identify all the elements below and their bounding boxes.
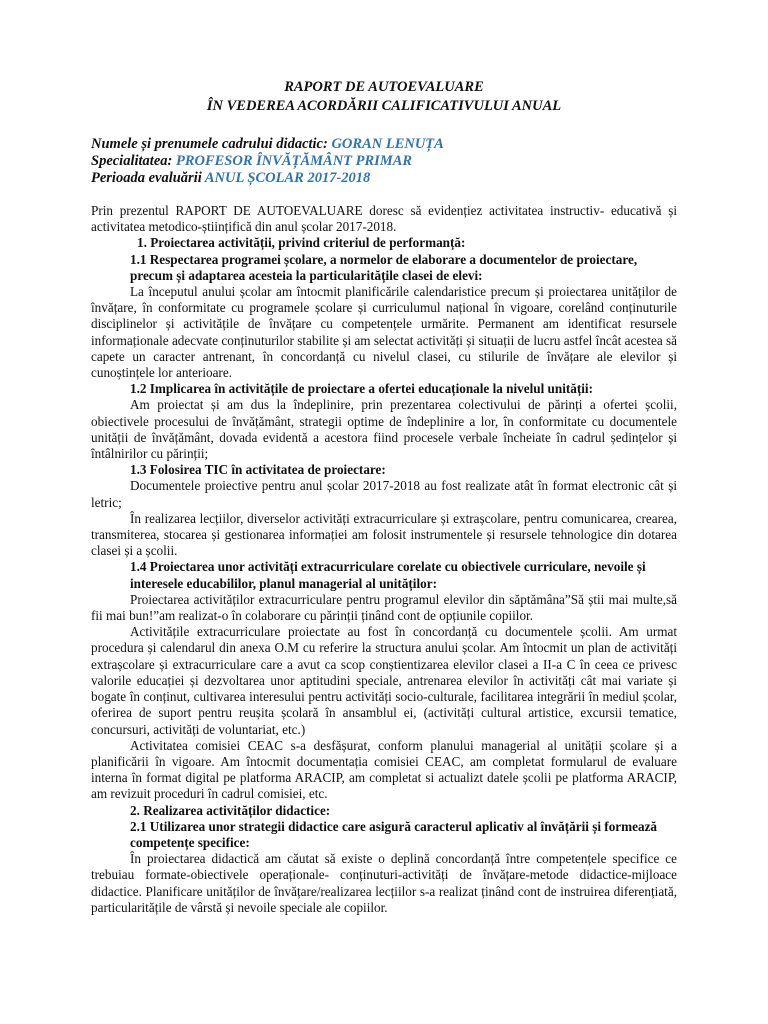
report-body bbox=[91, 203, 677, 916]
section-1-2-heading: 1.2 Implicarea în activitățile de proiectare a ofertei educaționale la nivelul unității: bbox=[130, 381, 593, 397]
evaluation-period-row bbox=[91, 169, 370, 187]
specialty-row bbox=[91, 152, 412, 170]
evaluation-period-value: ANUL ȘCOLAR 2017-2018 bbox=[204, 170, 371, 186]
section-1-1-heading-cont: precum și adaptarea acesteia la particularitățile clasei de elevi: bbox=[130, 267, 483, 283]
intro-paragraph: Prin prezentul RAPORT DE AUTOEVALUARE doresc să evidențiez activitatea instructiv- educativă și activitatea metodico-științifică din anul școlar 2017-2018. bbox=[91, 203, 677, 235]
section-2-1-paragraph: În proiectarea didactică am căutat să existe o deplină concordanță între competențele specifice ce trebuiau formate-obiectivele operaționale- conținuturi-activități de învățare-metode didactice-mijloace didactice. Planificare unităților de învățare/realizarea lecțiilor s-a realizat ținând cont de instruirea diferențiată, particularitățile de vârstă și nevoile speciale ale copiilor. bbox=[91, 851, 677, 915]
section-1-3-paragraph-2: În realizarea lecțiilor, diverselor activități extracurriculare și extrașcolare, pentru comunicarea, crearea, transmiterea, stocarea și gestionarea informației am folosit instrumentele și resursele tehnologice din dotarea clasei și a școlii. bbox=[91, 510, 677, 559]
section-1-4-paragraph-1: Proiectarea activităților extracurriculare pentru programul elevilor din săptămâna”Să știi mai multe,să fii mai bun!”am realizat-o în colaborare cu părinții ținând cont de opțiunile copiilor. bbox=[91, 591, 677, 624]
section-2-heading: 2. Realizarea activităților didactice: bbox=[130, 802, 331, 818]
evaluation-period-label: Perioada evaluării bbox=[91, 170, 202, 186]
report-subtitle: ÎN VEDEREA ACORDĂRII CALIFICATIVULUI ANUAL bbox=[206, 98, 562, 114]
specialty-label: Specialitatea: bbox=[91, 153, 173, 169]
teacher-name-row bbox=[91, 135, 444, 153]
specialty-value: PROFESOR ÎNVĂȚĂMÂNT PRIMAR bbox=[175, 153, 413, 169]
section-1-1-heading: 1.1 Respectarea programei școlare, a normelor de elaborare a documentelor de proiectare, bbox=[130, 251, 638, 267]
section-1-4-paragraph-2: Activitățile extracurriculare proiectate au fost în concordanță cu documentele școlii. Am urmat procedura și calendarul din anexa O.M cu referire la structura anului școlar. Am întocmit un plan de activități extrașcolare și extracurriculare care a avut ca scop conștientizarea elevilor clasei a II-a C în ceea ce privesc valorile educației și dezvoltarea unor aptitudini speciale, antrenarea elevilor în activități cât mai variate și bogate în conținut, cultivarea interesului pentru activități socio-culturale, facilitarea integrării în mediul școlar, oferirea de suport pentru reușita școlară în ansamblul ei, (activități cultural artistice, excursii tematice, concursuri, activități de voluntariat, etc.) bbox=[91, 624, 677, 737]
section-2-1-heading-cont: competențe specifice: bbox=[130, 834, 250, 850]
teacher-name-value: GORAN LENUȚA bbox=[331, 136, 444, 152]
section-1-3-heading: 1.3 Folosirea TIC în activitatea de proiectare: bbox=[130, 462, 386, 478]
section-1-heading: 1. Proiectarea activității, privind criteriul de performanță: bbox=[137, 235, 466, 251]
section-1-4-paragraph-3: Activitatea comisiei CEAC s-a desfășurat, conform planului managerial al unității școlare și a planificării în vigoare. Am întocmit documentația comisiei CEAC, am completat formularul de evaluare interna în format digital pe platforma ARACIP, am completat si actualizt datele școlii pe platforma ARACIP, am revizuit proceduri în cadrul comisiei, etc. bbox=[91, 737, 677, 802]
section-1-4-heading-cont: interesele educabililor, planul managerial al unităților: bbox=[130, 575, 437, 591]
section-2-1-heading: 2.1 Utilizarea unor strategii didactice care asigură caracterul aplicativ al învățării și formează bbox=[130, 818, 658, 834]
section-1-1-paragraph: La începutul anului școlar am întocmit planificările calendaristice precum și proiectarea unităților de învățare, în conformitate cu programele școlare și curriculumul național în vigoare, corelând conținuturile disciplinelor și activitățile de învățare cu competențele urmărite. Permanent am identificat resursele informaționale adecvate conținuturilor stabilite și am selectat activități și situații de lucru astfel încât acestea să capete un caracter antrenant, în concordanță cu nivelul clasei, cu stilurile de învățare ale elevilor și cunoștințele lor anterioare. bbox=[91, 284, 677, 381]
report-title: RAPORT DE AUTOEVALUARE bbox=[284, 79, 484, 95]
section-1-3-paragraph-1: Documentele proiective pentru anul școlar 2017-2018 au fost realizate atât în format electronic cât și letric; bbox=[91, 478, 677, 510]
teacher-name-label: Numele și prenumele cadrului didactic: bbox=[91, 136, 328, 152]
section-1-2-paragraph: Am proiectat și am dus la îndeplinire, prin prezentarea colectivului de părinți a ofertei școlii, obiectivele procesului de învățământ, strategii optime de îndeplinire a lor, în conformitate cu documentele unității de învățământ, dovada evidentă a acestora fiind procesele verbale încheiate în cadrul ședințelor și întâlnirilor cu părinții; bbox=[91, 397, 677, 462]
section-1-4-heading: 1.4 Proiectarea unor activități extracurriculare corelate cu obiectivele curriculare, nevoile și bbox=[130, 559, 646, 575]
